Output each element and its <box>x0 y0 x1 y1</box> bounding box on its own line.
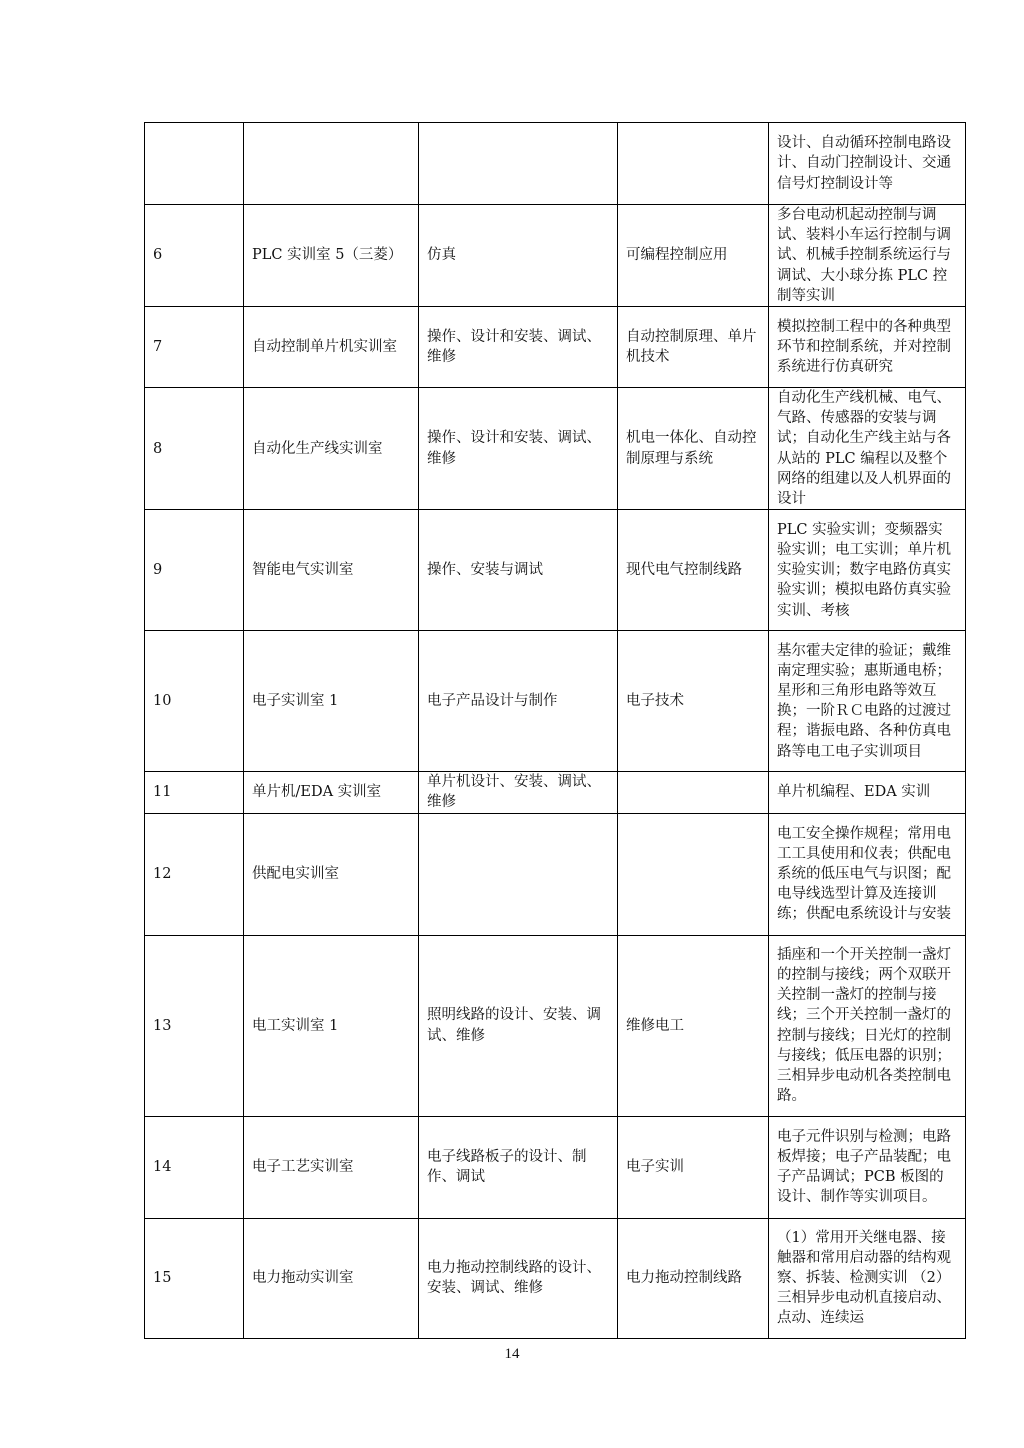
training-task-cell <box>419 123 618 205</box>
table-body <box>145 123 966 1339</box>
table-row <box>145 1218 966 1338</box>
lab-name-cell: 供配电实训室 <box>244 813 419 935</box>
row-number-cell: 15 <box>145 1218 244 1338</box>
row-number-cell: 12 <box>145 813 244 935</box>
row-number-cell: 7 <box>145 307 244 388</box>
table-row <box>145 1116 966 1218</box>
training-task-cell: 单片机设计、安装、调试、维修 <box>419 772 618 813</box>
lab-name-cell <box>244 123 419 205</box>
training-content-cell: 模拟控制工程中的各种典型环节和控制系统，并对控制系统进行仿真研究 <box>769 307 966 388</box>
supported-course-cell: 机电一体化、自动控制原理与系统 <box>618 388 769 510</box>
page-number: 14 <box>504 1346 520 1362</box>
training-content-cell: 自动化生产线机械、电气、气路、传感器的安装与调试；自动化生产线主站与各从站的 PLC 编程以及整个网络的组建以及人机界面的设计 <box>769 388 966 510</box>
lab-name-cell: 自动控制单片机实训室 <box>244 307 419 388</box>
row-number-cell: 14 <box>145 1116 244 1218</box>
row-number-cell <box>145 123 244 205</box>
table-row <box>145 205 966 307</box>
supported-course-cell <box>618 813 769 935</box>
table-row <box>145 772 966 813</box>
lab-name-cell: 电工实训室 1 <box>244 935 419 1116</box>
training-content-cell: 设计、自动循环控制电路设计、自动门控制设计、交通信号灯控制设计等 <box>769 123 966 205</box>
training-content-cell: （1）常用开关继电器、接触器和常用启动器的结构观察、拆装、检测实训 （2）三相异步电动机直接启动、点动、连续运 <box>769 1218 966 1338</box>
training-content-cell: PLC 实验实训；变频器实验实训；电工实训；单片机实验实训；数字电路仿真实验实训；模拟电路仿真实验实训、考核 <box>769 510 966 631</box>
training-content-cell: 基尔霍夫定律的验证；戴维南定理实验；惠斯通电桥；星形和三角形电路等效互换；一阶ＲＣ电路的过渡过程；谐振电路、各种仿真电路等电工电子实训项目 <box>769 631 966 772</box>
supported-course-cell <box>618 772 769 813</box>
training-task-cell: 操作、安装与调试 <box>419 510 618 631</box>
training-task-cell: 操作、设计和安装、调试、维修 <box>419 388 618 510</box>
training-task-cell <box>419 813 618 935</box>
supported-course-cell: 电子实训 <box>618 1116 769 1218</box>
table-row <box>145 510 966 631</box>
lab-name-cell: 电力拖动实训室 <box>244 1218 419 1338</box>
row-number-cell: 13 <box>145 935 244 1116</box>
training-task-cell: 照明线路的设计、安装、调试、维修 <box>419 935 618 1116</box>
lab-name-cell: 单片机/EDA 实训室 <box>244 772 419 813</box>
supported-course-cell: 电力拖动控制线路 <box>618 1218 769 1338</box>
supported-course-cell: 可编程控制应用 <box>618 205 769 307</box>
table-row <box>145 388 966 510</box>
lab-name-cell: 电子实训室 1 <box>244 631 419 772</box>
training-task-cell: 电子线路板子的设计、制作、调试 <box>419 1116 618 1218</box>
lab-name-cell: 智能电气实训室 <box>244 510 419 631</box>
training-content-cell: 插座和一个开关控制一盏灯的控制与接线；两个双联开关控制一盏灯的控制与接线；三个开关控制一盏灯的控制与接线；日光灯的控制与接线；低压电器的识别；三相异步电动机各类控制电路。 <box>769 935 966 1116</box>
supported-course-cell: 自动控制原理、单片机技术 <box>618 307 769 388</box>
lab-name-cell: PLC 实训室 5（三菱） <box>244 205 419 307</box>
row-number-cell: 10 <box>145 631 244 772</box>
lab-facilities-table <box>144 122 966 1339</box>
table-row <box>145 631 966 772</box>
training-content-cell: 多台电动机起动控制与调试、装料小车运行控制与调试、机械手控制系统运行与调试、大小球分拣 PLC 控制等实训 <box>769 205 966 307</box>
training-content-cell: 电工安全操作规程；常用电工工具使用和仪表；供配电系统的低压电气与识图；配电导线选型计算及连接训练；供配电系统设计与安装 <box>769 813 966 935</box>
table-row <box>145 935 966 1116</box>
training-task-cell: 操作、设计和安装、调试、维修 <box>419 307 618 388</box>
row-number-cell: 6 <box>145 205 244 307</box>
training-task-cell: 电力拖动控制线路的设计、安装、调试、维修 <box>419 1218 618 1338</box>
row-number-cell: 9 <box>145 510 244 631</box>
supported-course-cell: 维修电工 <box>618 935 769 1116</box>
supported-course-cell <box>618 123 769 205</box>
row-number-cell: 11 <box>145 772 244 813</box>
table-row <box>145 123 966 205</box>
table-row <box>145 307 966 388</box>
table-row <box>145 813 966 935</box>
lab-name-cell: 自动化生产线实训室 <box>244 388 419 510</box>
supported-course-cell: 现代电气控制线路 <box>618 510 769 631</box>
training-content-cell: 单片机编程、EDA 实训 <box>769 772 966 813</box>
supported-course-cell: 电子技术 <box>618 631 769 772</box>
training-content-cell: 电子元件识别与检测；电路板焊接；电子产品装配；电子产品调试；PCB 板图的设计、制作等实训项目。 <box>769 1116 966 1218</box>
training-task-cell: 仿真 <box>419 205 618 307</box>
row-number-cell: 8 <box>145 388 244 510</box>
lab-name-cell: 电子工艺实训室 <box>244 1116 419 1218</box>
training-task-cell: 电子产品设计与制作 <box>419 631 618 772</box>
